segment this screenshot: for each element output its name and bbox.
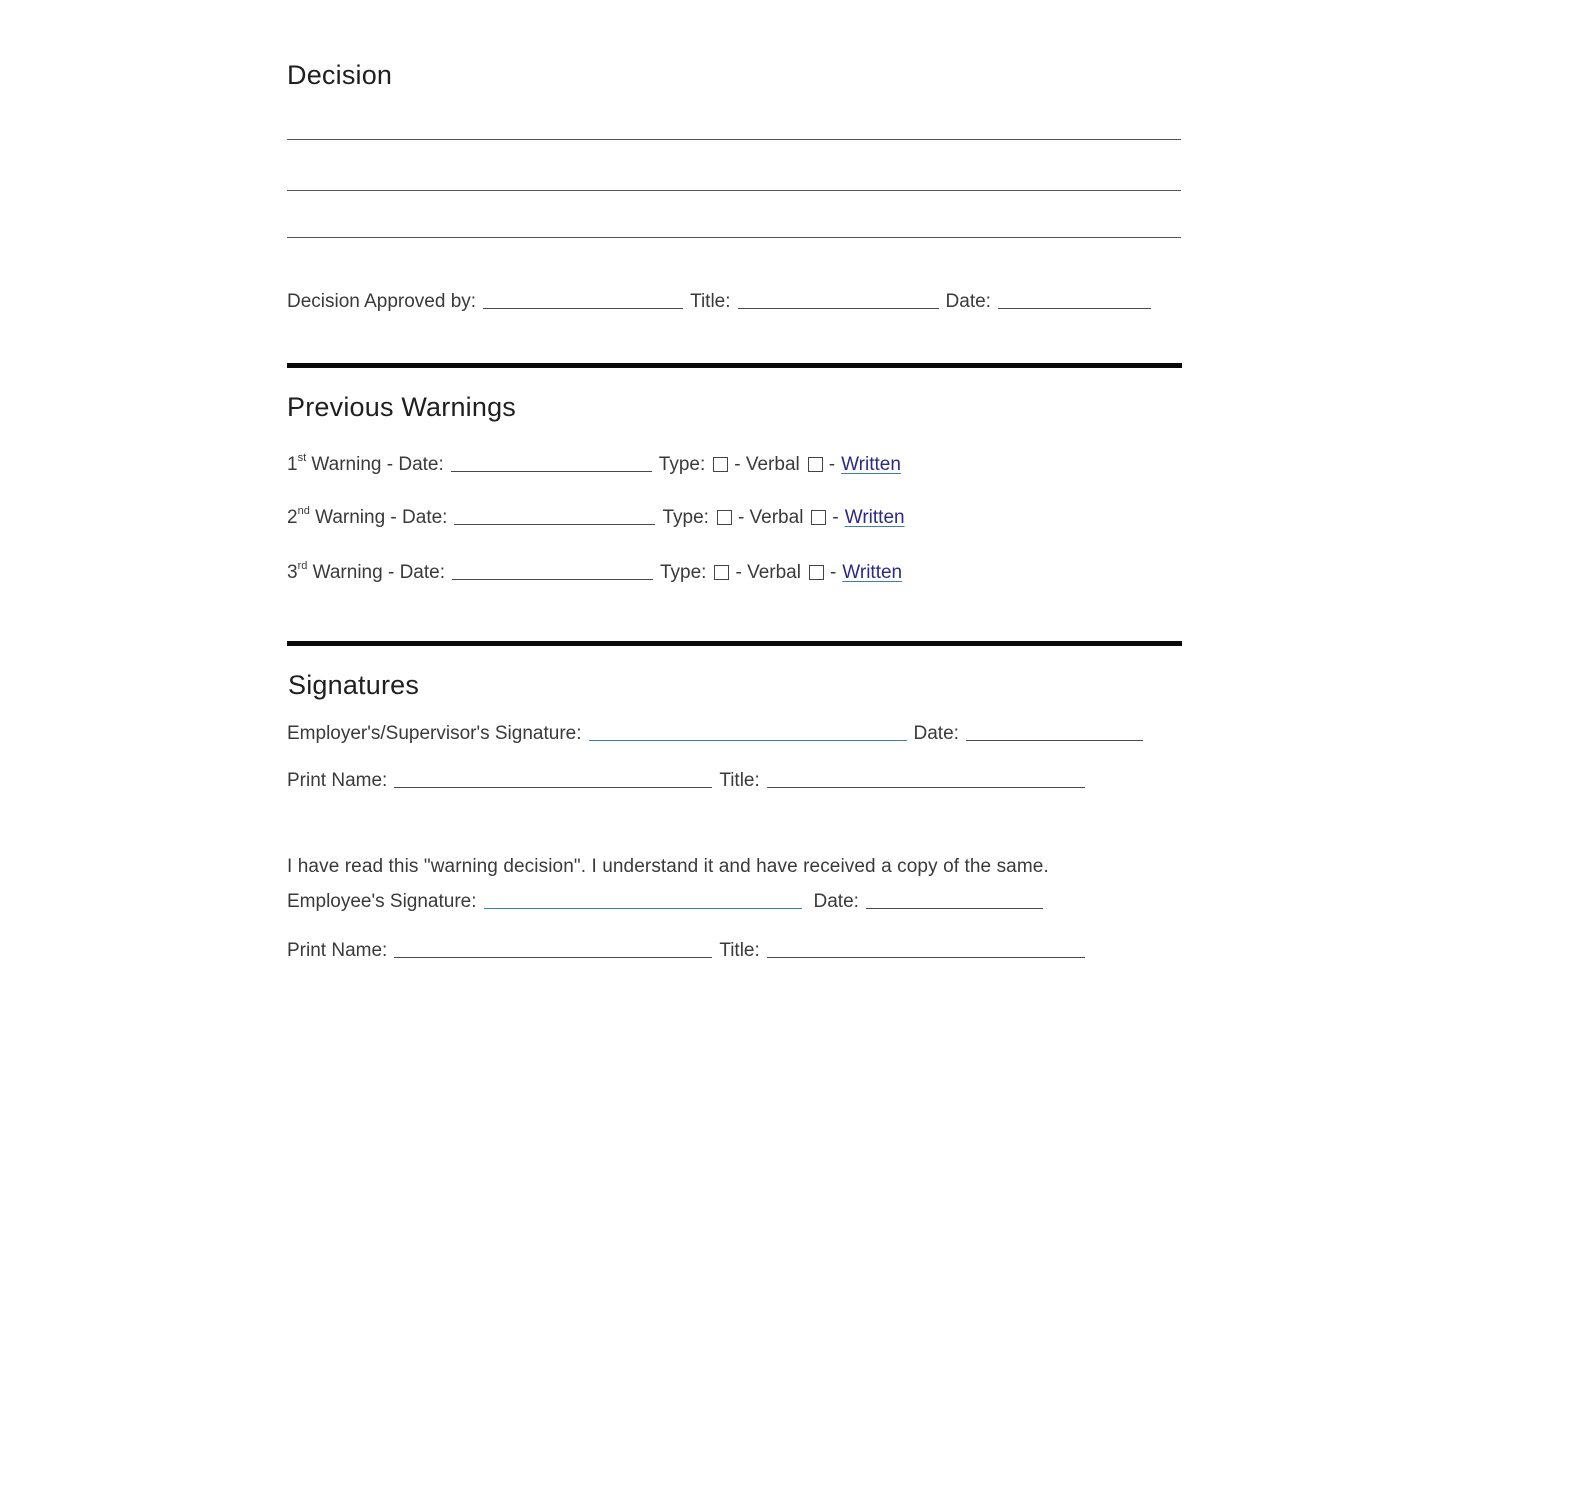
- employee-signature-row: [287, 885, 1050, 913]
- employer-print-name-row: [287, 764, 1092, 792]
- warning-1-written-checkbox[interactable]: [808, 457, 823, 472]
- approval-date-label: Date:: [945, 291, 991, 312]
- decision-line-1[interactable]: [287, 139, 1181, 140]
- warning-2-date-field[interactable]: [454, 523, 655, 525]
- warning-row-1: [287, 448, 901, 476]
- warning-2-type-label: Type:: [662, 507, 709, 528]
- employee-signature-field[interactable]: [484, 907, 802, 909]
- warning-1-date-field[interactable]: [451, 470, 652, 472]
- decision-heading: Decision: [287, 60, 393, 90]
- acknowledgement-statement: I have read this "warning decision". I understand it and have received a copy of the same.: [287, 856, 1049, 877]
- warning-2-written-label: Written: [844, 507, 905, 528]
- previous-warnings-heading: Previous Warnings: [287, 392, 516, 422]
- employee-title-field[interactable]: [767, 956, 1085, 958]
- employee-signature-label: Employee's Signature:: [287, 891, 477, 912]
- decision-line-2[interactable]: [287, 190, 1181, 191]
- employer-date-field[interactable]: [966, 739, 1143, 741]
- employer-title-label: Title:: [719, 770, 760, 791]
- section-divider-2: [287, 641, 1182, 646]
- warning-3-written-separator: -: [829, 562, 837, 583]
- employee-print-name-label: Print Name:: [287, 940, 388, 961]
- warning-1-verbal-label: - Verbal: [734, 454, 800, 475]
- warning-1-written-label: Written: [841, 454, 901, 475]
- signatures-heading: Signatures: [288, 670, 420, 700]
- section-divider-1: [287, 363, 1182, 368]
- employer-signature-field[interactable]: [589, 739, 907, 741]
- warning-row-2: [287, 501, 905, 529]
- approval-date-field[interactable]: [998, 307, 1151, 309]
- approved-by-label: Decision Approved by:: [287, 291, 477, 312]
- employer-print-name-field[interactable]: [394, 786, 712, 788]
- approved-by-field[interactable]: [483, 307, 683, 309]
- warning-2-written-separator: -: [832, 507, 839, 528]
- warning-2-verbal-label: - Verbal: [737, 507, 804, 528]
- employee-title-label: Title:: [719, 940, 760, 961]
- decision-approval-row: [287, 285, 1158, 313]
- warning-3-verbal-label: - Verbal: [735, 562, 801, 583]
- warning-2-verbal-checkbox[interactable]: [717, 510, 732, 525]
- warning-3-verbal-checkbox[interactable]: [714, 565, 729, 580]
- warning-3-written-label: Written: [842, 562, 903, 583]
- warning-2-written-checkbox[interactable]: [811, 510, 826, 525]
- warning-3-label: 3rd Warning - Date:: [287, 559, 445, 583]
- employer-signature-row: [287, 717, 1150, 745]
- approval-title-field[interactable]: [738, 307, 939, 309]
- employer-title-field[interactable]: [767, 786, 1085, 788]
- employee-date-label: Date:: [813, 891, 859, 912]
- employer-signature-label: Employer's/Supervisor's Signature:: [287, 723, 582, 744]
- warning-1-type-label: Type:: [658, 454, 706, 475]
- warning-2-label: 2nd Warning - Date:: [287, 504, 448, 528]
- employee-print-name-field[interactable]: [394, 956, 712, 958]
- warning-1-verbal-checkbox[interactable]: [713, 457, 728, 472]
- warning-3-type-label: Type:: [659, 562, 707, 583]
- approval-title-label: Title:: [690, 291, 731, 312]
- employer-print-name-label: Print Name:: [287, 770, 388, 791]
- warning-1-label: 1st Warning - Date:: [287, 451, 444, 475]
- warning-1-written-separator: -: [828, 454, 836, 475]
- warning-row-3: [287, 556, 902, 584]
- employee-date-field[interactable]: [866, 907, 1043, 909]
- decision-line-3[interactable]: [287, 237, 1181, 238]
- employee-print-name-row: [287, 934, 1092, 962]
- warning-3-written-checkbox[interactable]: [809, 565, 824, 580]
- warning-3-date-field[interactable]: [452, 578, 653, 580]
- employer-date-label: Date:: [913, 723, 959, 744]
